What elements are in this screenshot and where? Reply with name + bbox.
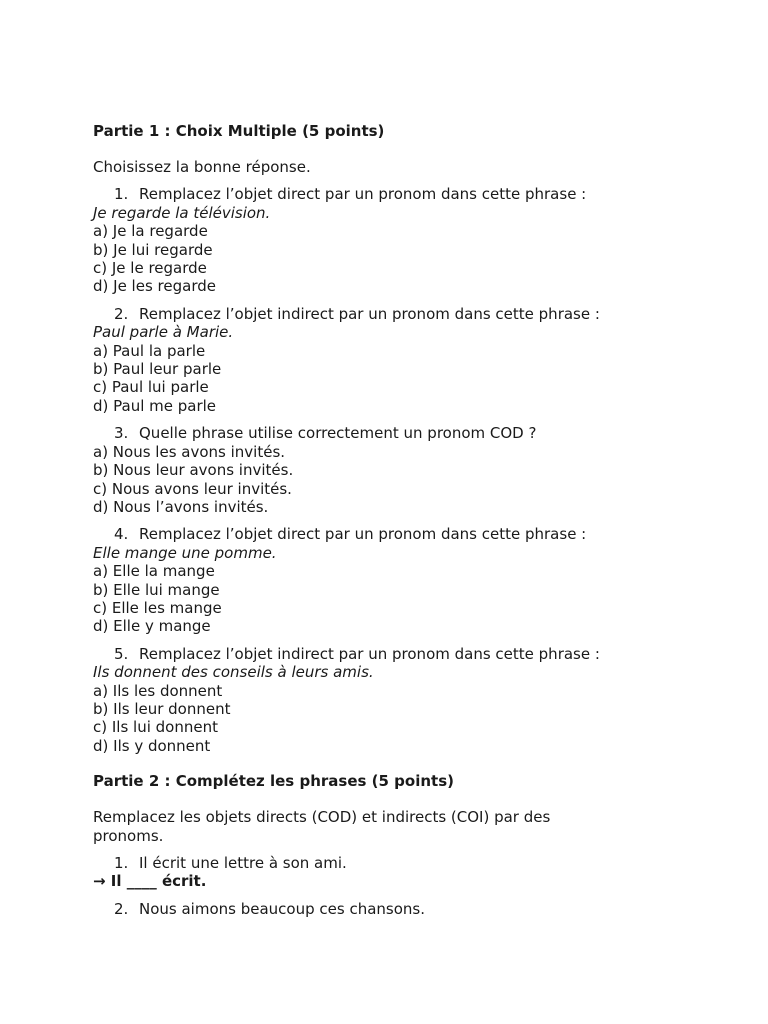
question-2 [93,305,693,415]
question-prompt: Remplacez l’objet direct par un pronom dans cette phrase : [139,185,587,204]
exercise-1 [93,854,693,891]
option-b: b) Nous leur avons invités. [93,461,294,480]
option-c: c) Je le regarde [93,259,207,278]
question-5 [93,645,693,755]
question-prompt: Quelle phrase utilise correctement un pronom COD ? [139,424,537,443]
part2-title: Partie 2 : Complétez les phrases (5 points) [93,772,454,791]
question-number: 5. [114,644,129,663]
question-prompt: Remplacez l’objet direct par un pronom dans cette phrase : [139,525,587,544]
question-prompt-line [93,185,693,203]
option-d: d) Ils y donnent [93,736,211,755]
question-prompt-line [93,525,693,543]
option-b: b) Je lui regarde [93,240,213,259]
option-d: d) Paul me parle [93,396,217,415]
option-d: d) Nous l’avons invités. [93,497,269,516]
option-b: b) Paul leur parle [93,360,222,379]
part2-instruction: Remplacez les objets directs (COD) et indirects (COI) par des pronoms. [93,808,551,845]
question-number: 4. [114,525,129,544]
exercise-sentence: Il écrit une lettre à son ami. [139,854,347,872]
option-b: b) Elle lui mange [93,580,220,599]
question-sentence: Elle mange une pomme. [93,543,277,562]
question-prompt: Remplacez l’objet indirect par un pronom dans cette phrase : [139,644,600,663]
option-d: d) Elle y mange [93,617,211,636]
question-prompt-line [93,305,693,323]
question-prompt: Remplacez l’objet indirect par un pronom dans cette phrase : [139,304,600,323]
question-number: 1. [114,185,129,204]
option-a: a) Ils les donnent [93,681,223,700]
exercise-number: 2. [114,899,129,918]
exercise-sentence-line [93,900,693,918]
exercise-sentence-line [93,854,693,872]
option-a: a) Paul la parle [93,341,206,360]
option-b: b) Ils leur donnent [93,699,231,718]
option-a: a) Je la regarde [93,222,208,241]
option-c: c) Paul lui parle [93,378,209,397]
option-a: a) Nous les avons invités. [93,442,286,461]
part1-instruction: Choisissez la bonne réponse. [93,158,311,176]
question-sentence: Je regarde la télévision. [93,203,271,222]
worksheet [93,121,693,918]
exercise-answer: → Il ____ écrit. [93,872,207,891]
question-prompt-line [93,424,693,442]
option-c: c) Elle les mange [93,598,222,617]
option-d: d) Je les regarde [93,277,216,296]
question-sentence: Paul parle à Marie. [93,323,234,342]
exercise-number: 1. [114,854,129,872]
question-3 [93,424,693,516]
question-number: 3. [114,424,129,443]
option-c: c) Ils lui donnent [93,718,218,737]
part1-title: Partie 1 : Choix Multiple (5 points) [93,122,385,140]
question-prompt-line [93,645,693,663]
question-sentence: Ils donnent des conseils à leurs amis. [93,663,374,682]
question-4 [93,525,693,635]
question-number: 2. [114,304,129,323]
option-a: a) Elle la mange [93,562,215,581]
option-c: c) Nous avons leur invités. [93,479,292,498]
question-1 [93,185,693,295]
exercise-sentence: Nous aimons beaucoup ces chansons. [139,899,425,918]
exercise-2 [93,900,693,918]
